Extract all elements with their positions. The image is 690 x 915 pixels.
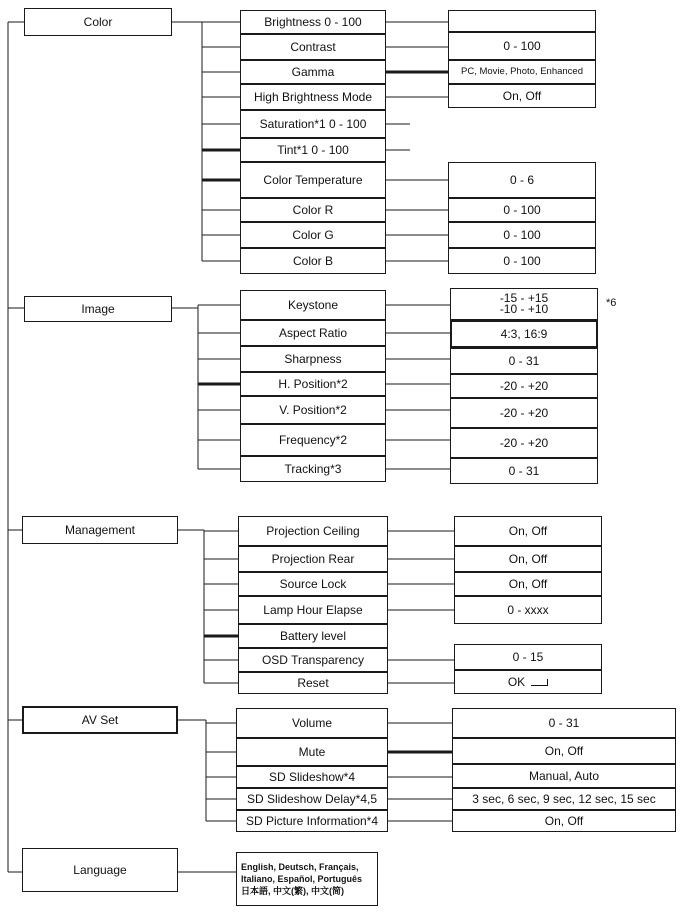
value-lamp-hour-elapse: 0 - xxxx [454,596,602,624]
item-reset: Reset [238,672,388,694]
item-source-lock: Source Lock [238,572,388,596]
item-projection-rear: Projection Rear [238,546,388,572]
item-tint: Tint*1 0 - 100 [240,138,386,162]
keystone-note: *6 [606,297,617,309]
item-color-b: Color B [240,248,386,274]
enter-key-icon [531,679,548,686]
item-h-position: H. Position*2 [240,372,386,396]
item-sd-slideshow-delay: SD Slideshow Delay*4,5 [236,788,388,810]
category-color: Color [24,8,172,36]
value-h-position: -20 - +20 [450,374,598,398]
value-aspect-ratio: 4:3, 16:9 [450,320,598,348]
languages-line-2: Italiano, Español, Português [241,874,363,884]
item-color-r: Color R [240,198,386,222]
item-osd-transparency: OSD Transparency [238,648,388,672]
item-tracking: Tracking*3 [240,456,386,482]
category-language: Language [22,848,178,892]
value-keystone-vertical: -10 - +10 [499,302,549,316]
value-languages [236,852,378,906]
item-contrast: Contrast [240,34,386,60]
item-frequency: Frequency*2 [240,424,386,456]
value-tracking: 0 - 31 [450,458,598,484]
value-high-brightness-mode: On, Off [448,84,596,108]
value-osd-transparency: 0 - 15 [454,644,602,670]
value-color-b: 0 - 100 [448,248,596,274]
item-color-temperature: Color Temperature [240,162,386,198]
item-sharpness: Sharpness [240,346,386,372]
value-reset [454,670,602,694]
item-sd-picture-information: SD Picture Information*4 [236,810,388,832]
category-management: Management [22,516,178,544]
value-projection-rear: On, Off [454,546,602,572]
item-color-g: Color G [240,222,386,248]
value-source-lock: On, Off [454,572,602,596]
item-gamma: Gamma [240,60,386,84]
languages-line-1: English, Deutsch, Français, [241,862,359,872]
item-sd-slideshow: SD Slideshow*4 [236,766,388,788]
item-aspect-ratio: Aspect Ratio [240,320,386,346]
item-volume: Volume [236,708,388,738]
category-image: Image [24,296,172,322]
value-gamma: PC, Movie, Photo, Enhanced [448,60,596,84]
value-sharpness: 0 - 31 [450,348,598,374]
category-av-set: AV Set [22,706,178,734]
value-color-temperature: 0 - 6 [448,162,596,198]
value-volume: 0 - 31 [452,708,676,738]
item-projection-ceiling: Projection Ceiling [238,516,388,546]
value-brightness [448,10,596,32]
value-color-r: 0 - 100 [448,198,596,222]
value-sd-slideshow-delay: 3 sec, 6 sec, 9 sec, 12 sec, 15 sec [452,788,676,810]
item-mute: Mute [236,738,388,766]
value-contrast: 0 - 100 [448,32,596,60]
item-v-position: V. Position*2 [240,396,386,424]
value-projection-ceiling: On, Off [454,516,602,546]
languages-line-3: 日本語, 中文(繁), 中文(简) [241,886,344,896]
value-keystone-horizontal: -15 - +15 [499,291,549,305]
value-color-g: 0 - 100 [448,222,596,248]
value-v-position: -20 - +20 [450,398,598,428]
item-brightness: Brightness 0 - 100 [240,10,386,34]
value-sd-slideshow: Manual, Auto [452,764,676,788]
item-saturation: Saturation*1 0 - 100 [240,110,386,138]
value-mute: On, Off [452,738,676,764]
item-high-brightness-mode: High Brightness Mode [240,84,386,110]
value-frequency: -20 - +20 [450,428,598,458]
item-keystone: Keystone [240,290,386,320]
item-battery-level: Battery level [238,624,388,648]
value-sd-picture-information: On, Off [452,810,676,832]
value-reset-ok: OK [507,675,526,689]
item-lamp-hour-elapse: Lamp Hour Elapse [238,596,388,624]
value-keystone [450,288,598,320]
